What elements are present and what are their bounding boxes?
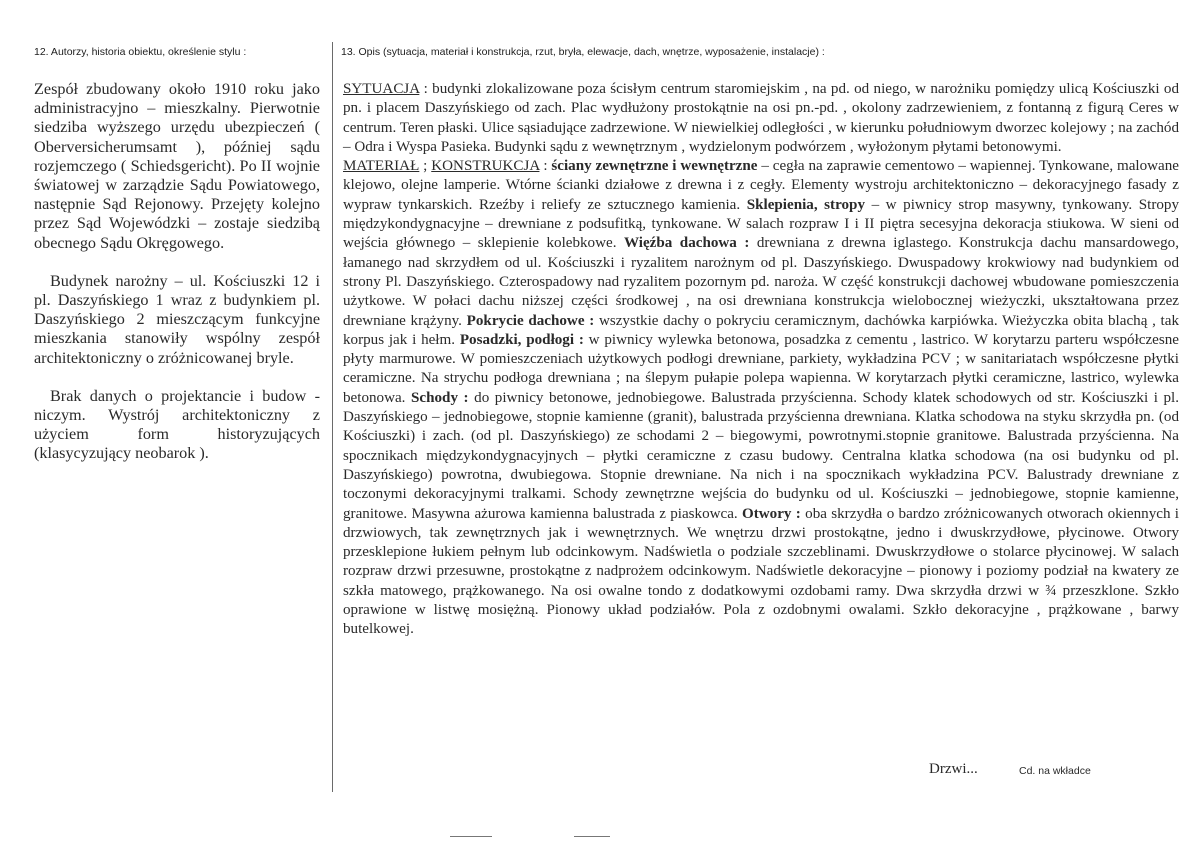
otwory-text: oba skrzydła o bardzo zróżnicowanych otworach okiennych i drzwiowych, tak zewnętrznych jak i wewnętrznych. We wnętrzu drzwi prostokątne, jedno i dwuskrzydłowe, płycinowe. Otwory przesklepione łukiem pełnym lub odcinkowym. Nadświetla o podziale szczeblinami. Dwuskrzydłowe o stolarce płycinowej. W salach rozpraw drzwi przesuwne, prostokątne z nadprożem odcinkowym. Nadświetle dekoracyjne – pionowy i poziomy podział na kwatery ze szkła matowego, prążkowanego. Na osi owalne tondo z dodatkowymi ozdobami ramy. Dwa skrzydła drzwi w ¾ przeszklone. Szkło oprawione w listwę mosiężną. Pionowy układ podziałów. Pola z ozdobnymi owalami. Szkło dekoracyjne , prążkowane , barwy butelkowej. xyxy=(343,505,1179,638)
history-column xyxy=(34,80,320,483)
history-paragraph-2: Budynek narożny – ul. Kościuszki 12 i pl. Daszyńskiego 1 wraz z budynkiem pl. Daszyńskiego 2 mieszczącym funkcyjne mieszkania stanowiły wspólny zespół architektoniczny o zróżnicowanej bryle. xyxy=(34,271,320,367)
sytuacja-text: : budynki zlokalizowane poza ścisłym centrum staromiejskim , na pd. od niego, w narożniku pomiędzy ulicą Kościuszki od pn. i placem Daszyńskiego od zach. Plac wydłużony prostokątnie na osi pn.-pd. , okolony zadrzewieniem, z fontanną z figurą Ceres w centrum. Teren płaski. Ulice sąsiadujące zadrzewione. W niewielkiej odległości , w kierunku południowym dworzec kolejowy ; na zachód – Odra i Wyspa Pasieka. Budynki sądu z wewnętrznym , wydzielonym podwórzem , wyłożonym płytami betonowymi. xyxy=(343,81,1179,155)
posadzki-text: w piwnicy wylewka betonowa, posadzka z cementu , lastrico. W korytarzu parteru współczesne płyty marmurowe. W pomieszczeniach użytkowych podłogi drewniane, parkiety, wykładzina PCV ; w sanitariatach współczesne płytki ceramiczne. Na strychu podłoga drewniana ; na ślepym pułapie polepa wapienna. W korytarzach płytki ceramiczne, lastrico, wylewka betonowa. xyxy=(343,331,1180,406)
label-colon: : xyxy=(539,158,552,175)
otwory-label: Otwory : xyxy=(742,505,801,522)
bottom-mark-right xyxy=(574,836,610,837)
sytuacja-paragraph xyxy=(343,80,1179,157)
bottom-mark-left xyxy=(450,836,492,837)
pokrycie-label: Pokrycie dachowe : xyxy=(466,312,595,329)
left-column-header: 12. Autorzy, historia obiektu, określenie stylu : xyxy=(34,46,247,58)
history-paragraph-1: Zespół zbudowany około 1910 roku jako administracyjno – mieszkalny. Pierwotnie siedziba wyższego urzędu ubezpieczeń ( Oberversicherumsamt ), później sądu rozjemczego ( Schiedsgericht). Po II wojnie światowej w zarządzie Sądu Powiatowego, następnie Sąd Rejonowy. Przejęty kolejno przez Sąd Wojewódzki – zostaje siedzibą obecnego Sądu Okręgowego. xyxy=(34,80,320,252)
sciany-label: ściany zewnętrzne i wewnętrzne xyxy=(551,158,758,175)
right-column-header: 13. Opis (sytuacja, materiał i konstrukcja, rzut, bryła, elewacje, dach, wnętrze, wyposażenie, instalacje) : xyxy=(341,46,825,58)
konstrukcja-label: KONSTRUKCJA xyxy=(431,158,540,175)
sciany-text: – cegła na zaprawie cementowo – wapiennej. Tynkowane, malowane klejowo, olejne lamperie. Wtórne ścianki działowe z drewna i z cegły. Elementy wystroju architektoniczno – dekoracyjnego fasady z wypraw tynkarskich. Rzeźby i reliefy ze sztucznego kamienia. xyxy=(343,158,1180,213)
posadzki-label: Posadzki, podłogi : xyxy=(459,331,584,348)
sytuacja-label: SYTUACJA xyxy=(343,81,420,97)
description-column xyxy=(343,80,1179,640)
schody-label: Schody : xyxy=(411,389,469,406)
wiezba-label: Więźba dachowa : xyxy=(623,235,750,252)
drzwi-continuation: Drzwi... xyxy=(929,761,978,777)
schody-text: do piwnicy betonowe, jednobiegowe. Balustrada przyścienna. Schody klatek schodowych od str. Kościuszki i pl. Daszyńskiego – jednobiegowe, stopnie kamienne (granit), balustrada przyścienna drewniana. Klatka schodowa na styku skrzydła pn. (od Kościuszki) i zach. (od pl. Daszyńskiego) ze schodami 2 – biegowymi, powrotnymi.stopnie granitowe. Balustrada przyścienna. Na spocznikach międzykondygnacyjnych – płytki ceramiczne z czasu budowy. Centralna klatka schodowa (na osi budynku od pl. Daszyńskiego) powrotna, dwubiegowa. Stopnie drewniane. Na nich i na spocznikach wykładzina PCV. Balustrady drewniane z toczonymi dekoracyjnymi tralkami. Schody zewnętrzne wejścia do budynku od ul. Kościuszki – jednobiegowe, stopnie kamienne, granitowe. Masywna ażurowa kamienna balustrada z piaskowca. xyxy=(343,389,1179,522)
pokrycie-text: wszystkie dachy o pokryciu ceramicznym, dachówka karpiówka. Wieżyczka obita blachą , tak korpus jak i hełm. xyxy=(343,312,1179,348)
history-paragraph-3: Brak danych o projektancie i budow - niczym. Wystrój architektoniczny z użyciem form historyzujących (klasycyzujący neobarok ). xyxy=(34,386,320,463)
wiezba-text: drewniana z drewna iglastego. Konstrukcja dachu mansardowego, łamanego nad skrzydłem od ul. Kościuszki i ryzalitem narożnym od pl. Daszyńskiego. Dwuspadowy krokwiowy nad budynkiem od strony Pl. Daszyńskiego. Czterospadowy nad ryzalitem pozornym pd. naroża. W część konstrukcji dachowej wbudowane pomieszczenia użytkowe. W połaci dachu niższej części środkowej , na osi drewniana konstrukcja wielobocznej wieżyczki, ukształtowana przez drewniane krążyny. xyxy=(343,235,1179,329)
label-separator: ; xyxy=(419,158,432,175)
continuation-note: Cd. na wkładce xyxy=(1019,765,1091,777)
material-paragraph xyxy=(343,157,1179,639)
sklepienia-label: Sklepienia, stropy xyxy=(746,196,865,213)
column-divider xyxy=(332,42,333,792)
material-label: MATERIAŁ xyxy=(343,158,420,175)
sklepienia-text: – w piwnicy strop masywny, tynkowany. Stropy międzykondygnacyjne – drewniane z podsufitką, tynkowane. W salach rozpraw I i II piętra secesyjna dekoracja stiukowa. W sieni od wejścia głównego – sklepienie kolebkowe. xyxy=(343,196,1179,252)
